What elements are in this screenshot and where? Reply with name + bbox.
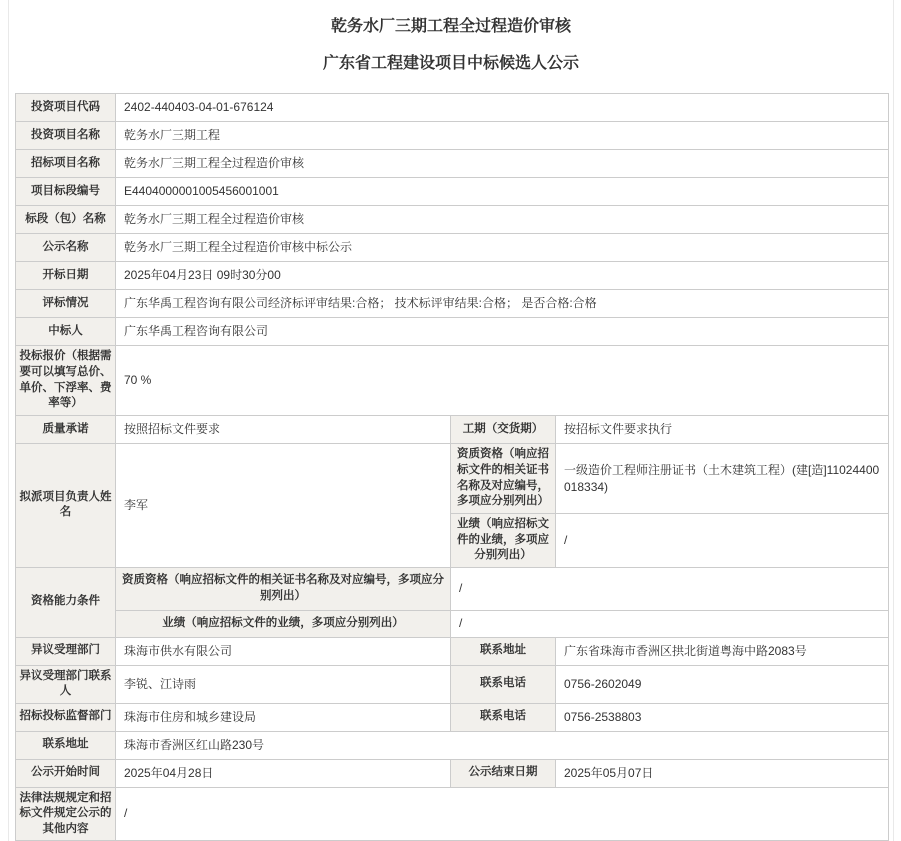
label-objection-phone: 联系电话 <box>451 665 556 703</box>
value-section-code: E4404000001005456001001 <box>116 178 889 206</box>
value-duration: 按招标文件要求执行 <box>556 416 889 444</box>
bid-announcement-table <box>15 93 889 841</box>
row-section-name <box>16 206 889 234</box>
row-capability-qualification <box>16 567 889 610</box>
value-announcement-name: 乾务水厂三期工程全过程造价审核中标公示 <box>116 234 889 262</box>
label-publicity-end: 公示结束日期 <box>451 759 556 787</box>
row-section-code <box>16 178 889 206</box>
value-section-name: 乾务水厂三期工程全过程造价审核 <box>116 206 889 234</box>
value-quality: 按照招标文件要求 <box>116 416 451 444</box>
row-bid-price <box>16 346 889 416</box>
label-publicity-start: 公示开始时间 <box>16 759 116 787</box>
value-investment-code: 2402-440403-04-01-676124 <box>116 94 889 122</box>
value-objection-addr: 广东省珠海市香洲区拱北街道粤海中路2083号 <box>556 637 889 665</box>
label-announcement-name: 公示名称 <box>16 234 116 262</box>
row-bid-opening-date <box>16 262 889 290</box>
value-investment-name: 乾务水厂三期工程 <box>116 122 889 150</box>
value-supervision-dept: 珠海市住房和城乡建设局 <box>116 703 451 731</box>
row-contact-addr <box>16 731 889 759</box>
label-objection-dept: 异议受理部门 <box>16 637 116 665</box>
value-supervision-phone: 0756-2538803 <box>556 703 889 731</box>
label-capability: 资格能力条件 <box>16 567 116 637</box>
value-contact-addr: 珠海市香洲区红山路230号 <box>116 731 889 759</box>
row-investment-code <box>16 94 889 122</box>
page-title: 乾务水厂三期工程全过程造价审核 <box>330 18 571 35</box>
label-investment-name: 投资项目名称 <box>16 122 116 150</box>
label-manager: 拟派项目负责人姓名 <box>16 444 116 568</box>
value-bid-price: 70 % <box>116 346 889 416</box>
value-publicity-end: 2025年05月07日 <box>556 759 889 787</box>
label-bid-opening-date: 开标日期 <box>16 262 116 290</box>
value-bid-opening-date: 2025年04月23日 09时30分00 <box>116 262 889 290</box>
label-bid-price: 投标报价（根据需要可以填写总价、单价、下浮率、费率等） <box>16 346 116 416</box>
value-tender-name: 乾务水厂三期工程全过程造价审核 <box>116 150 889 178</box>
label-quality: 质量承诺 <box>16 416 116 444</box>
row-evaluation <box>16 290 889 318</box>
value-manager-performance: / <box>556 514 889 568</box>
label-winner: 中标人 <box>16 318 116 346</box>
announcement-page <box>8 0 894 841</box>
label-section-code: 项目标段编号 <box>16 178 116 206</box>
label-duration: 工期（交货期） <box>451 416 556 444</box>
label-supervision-phone: 联系电话 <box>451 703 556 731</box>
value-capability-performance: / <box>451 610 889 637</box>
label-capability-qualification: 资质资格（响应招标文件的相关证书名称及对应编号，多项应分别列出） <box>116 567 451 610</box>
label-objection-addr: 联系地址 <box>451 637 556 665</box>
row-capability-performance <box>16 610 889 637</box>
row-other-content <box>16 787 889 841</box>
value-publicity-start: 2025年04月28日 <box>116 759 451 787</box>
label-evaluation: 评标情况 <box>16 290 116 318</box>
label-tender-name: 招标项目名称 <box>16 150 116 178</box>
row-objection-dept <box>16 637 889 665</box>
label-section-name: 标段（包）名称 <box>16 206 116 234</box>
value-objection-contact: 李锐、江诗雨 <box>116 665 451 703</box>
value-evaluation: 广东华禹工程咨询有限公司经济标评审结果:合格； 技术标评审结果:合格； 是否合格:合格 <box>116 290 889 318</box>
value-manager-qualification: 一级造价工程师注册证书（土木建筑工程）(建[造]11024400018334) <box>556 444 889 514</box>
row-investment-name <box>16 122 889 150</box>
row-supervision-dept <box>16 703 889 731</box>
value-manager: 李军 <box>116 444 451 568</box>
row-tender-name <box>16 150 889 178</box>
value-objection-phone: 0756-2602049 <box>556 665 889 703</box>
label-manager-qualification: 资质资格（响应招标文件的相关证书名称及对应编号，多项应分别列出） <box>451 444 556 514</box>
label-objection-contact: 异议受理部门联系人 <box>16 665 116 703</box>
value-capability-qualification: / <box>451 567 889 610</box>
value-winner: 广东华禹工程咨询有限公司 <box>116 318 889 346</box>
label-manager-performance: 业绩（响应招标文件的业绩，多项应分别列出） <box>451 514 556 568</box>
row-quality-duration <box>16 416 889 444</box>
value-other-content: / <box>116 787 889 841</box>
label-other-content: 法律法规规定和招标文件规定公示的其他内容 <box>16 787 116 841</box>
page-subtitle: 广东省工程建设项目中标候选人公示 <box>322 55 579 72</box>
label-supervision-dept: 招标投标监督部门 <box>16 703 116 731</box>
label-capability-performance: 业绩（响应招标文件的业绩，多项应分别列出） <box>116 610 451 637</box>
row-manager-qualification <box>16 444 889 514</box>
label-investment-code: 投资项目代码 <box>16 94 116 122</box>
row-objection-contact <box>16 665 889 703</box>
value-objection-dept: 珠海市供水有限公司 <box>116 637 451 665</box>
row-publicity-period <box>16 759 889 787</box>
row-announcement-name <box>16 234 889 262</box>
row-winner <box>16 318 889 346</box>
label-contact-addr: 联系地址 <box>16 731 116 759</box>
